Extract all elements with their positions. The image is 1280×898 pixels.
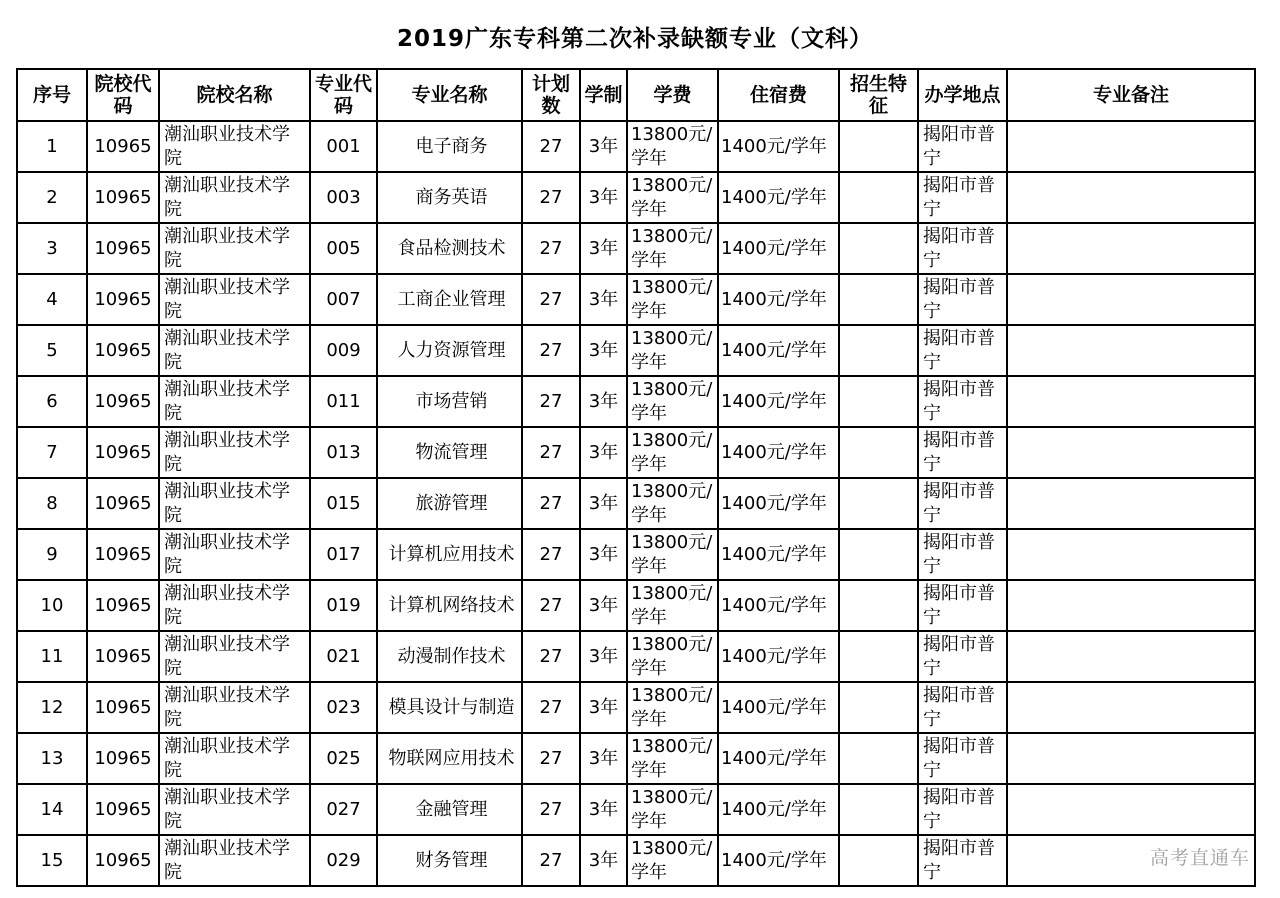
cell-major-name: 计算机网络技术 [377, 580, 522, 631]
cell-school-name: 潮汕职业技术学院 [159, 274, 310, 325]
cell-major-name: 市场营销 [377, 376, 522, 427]
cell-major-code: 017 [310, 529, 377, 580]
cell-seq: 12 [17, 682, 87, 733]
header-location: 办学地点 [918, 69, 1007, 121]
cell-school-code: 10965 [87, 580, 159, 631]
table-body [17, 121, 1255, 886]
cell-tuition: 13800元/学年 [627, 529, 718, 580]
cell-school-name: 潮汕职业技术学院 [159, 121, 310, 172]
cell-school-code: 10965 [87, 682, 159, 733]
cell-duration: 3年 [580, 427, 627, 478]
cell-dorm: 1400元/学年 [718, 325, 839, 376]
cell-plan: 27 [522, 835, 580, 886]
cell-school-name: 潮汕职业技术学院 [159, 529, 310, 580]
cell-major-name: 商务英语 [377, 172, 522, 223]
cell-duration: 3年 [580, 835, 627, 886]
cell-location: 揭阳市普宁 [918, 580, 1007, 631]
cell-tuition: 13800元/学年 [627, 631, 718, 682]
cell-school-name: 潮汕职业技术学院 [159, 427, 310, 478]
cell-notes [1007, 325, 1255, 376]
cell-feature [839, 733, 918, 784]
cell-plan: 27 [522, 376, 580, 427]
cell-plan: 27 [522, 580, 580, 631]
cell-school-code: 10965 [87, 427, 159, 478]
cell-seq: 3 [17, 223, 87, 274]
header-notes: 专业备注 [1007, 69, 1255, 121]
header-duration: 学制 [580, 69, 627, 121]
cell-school-code: 10965 [87, 631, 159, 682]
cell-location: 揭阳市普宁 [918, 631, 1007, 682]
cell-major-code: 013 [310, 427, 377, 478]
cell-major-code: 025 [310, 733, 377, 784]
table-row [17, 172, 1255, 223]
cell-school-code: 10965 [87, 784, 159, 835]
cell-notes [1007, 172, 1255, 223]
cell-duration: 3年 [580, 682, 627, 733]
cell-notes [1007, 784, 1255, 835]
cell-location: 揭阳市普宁 [918, 733, 1007, 784]
cell-tuition: 13800元/学年 [627, 784, 718, 835]
cell-feature [839, 172, 918, 223]
cell-major-name: 食品检测技术 [377, 223, 522, 274]
cell-school-name: 潮汕职业技术学院 [159, 631, 310, 682]
cell-feature [839, 223, 918, 274]
header-major-name: 专业名称 [377, 69, 522, 121]
cell-dorm: 1400元/学年 [718, 682, 839, 733]
cell-major-name: 动漫制作技术 [377, 631, 522, 682]
cell-plan: 27 [522, 682, 580, 733]
cell-major-code: 029 [310, 835, 377, 886]
cell-tuition: 13800元/学年 [627, 325, 718, 376]
cell-duration: 3年 [580, 274, 627, 325]
cell-feature [839, 835, 918, 886]
cell-school-name: 潮汕职业技术学院 [159, 325, 310, 376]
cell-school-name: 潮汕职业技术学院 [159, 376, 310, 427]
cell-seq: 13 [17, 733, 87, 784]
header-seq: 序号 [17, 69, 87, 121]
watermark: 高考直通车 [1149, 847, 1250, 869]
cell-plan: 27 [522, 172, 580, 223]
cell-feature [839, 478, 918, 529]
cell-major-code: 005 [310, 223, 377, 274]
cell-tuition: 13800元/学年 [627, 835, 718, 886]
cell-duration: 3年 [580, 631, 627, 682]
cell-major-name: 物联网应用技术 [377, 733, 522, 784]
cell-school-code: 10965 [87, 121, 159, 172]
cell-major-name: 模具设计与制造 [377, 682, 522, 733]
cell-major-code: 007 [310, 274, 377, 325]
cell-notes [1007, 223, 1255, 274]
cell-location: 揭阳市普宁 [918, 529, 1007, 580]
cell-major-code: 009 [310, 325, 377, 376]
cell-location: 揭阳市普宁 [918, 682, 1007, 733]
cell-notes [1007, 427, 1255, 478]
cell-location: 揭阳市普宁 [918, 121, 1007, 172]
cell-location: 揭阳市普宁 [918, 427, 1007, 478]
cell-tuition: 13800元/学年 [627, 682, 718, 733]
cell-duration: 3年 [580, 784, 627, 835]
header-tuition: 学费 [627, 69, 718, 121]
cell-plan: 27 [522, 121, 580, 172]
cell-seq: 8 [17, 478, 87, 529]
cell-feature [839, 376, 918, 427]
cell-school-code: 10965 [87, 835, 159, 886]
cell-seq: 7 [17, 427, 87, 478]
cell-tuition: 13800元/学年 [627, 172, 718, 223]
cell-feature [839, 580, 918, 631]
cell-seq: 11 [17, 631, 87, 682]
cell-duration: 3年 [580, 529, 627, 580]
cell-notes [1007, 580, 1255, 631]
cell-tuition: 13800元/学年 [627, 121, 718, 172]
cell-plan: 27 [522, 478, 580, 529]
admissions-table [16, 68, 1256, 887]
cell-school-code: 10965 [87, 172, 159, 223]
cell-feature [839, 529, 918, 580]
cell-feature [839, 121, 918, 172]
cell-dorm: 1400元/学年 [718, 121, 839, 172]
table-row [17, 784, 1255, 835]
cell-plan: 27 [522, 631, 580, 682]
cell-school-name: 潮汕职业技术学院 [159, 172, 310, 223]
cell-school-name: 潮汕职业技术学院 [159, 784, 310, 835]
cell-dorm: 1400元/学年 [718, 580, 839, 631]
cell-seq: 1 [17, 121, 87, 172]
cell-school-name: 潮汕职业技术学院 [159, 835, 310, 886]
header-feature: 招生特征 [839, 69, 918, 121]
header-major-code: 专业代码 [310, 69, 377, 121]
cell-major-code: 011 [310, 376, 377, 427]
cell-dorm: 1400元/学年 [718, 427, 839, 478]
cell-feature [839, 325, 918, 376]
table-row [17, 835, 1255, 886]
cell-location: 揭阳市普宁 [918, 274, 1007, 325]
cell-major-code: 001 [310, 121, 377, 172]
cell-notes [1007, 121, 1255, 172]
cell-tuition: 13800元/学年 [627, 733, 718, 784]
cell-plan: 27 [522, 223, 580, 274]
cell-major-code: 003 [310, 172, 377, 223]
table-row [17, 325, 1255, 376]
cell-dorm: 1400元/学年 [718, 376, 839, 427]
cell-major-name: 旅游管理 [377, 478, 522, 529]
cell-duration: 3年 [580, 172, 627, 223]
header-plan: 计划数 [522, 69, 580, 121]
table-row [17, 580, 1255, 631]
cell-major-name: 计算机应用技术 [377, 529, 522, 580]
cell-seq: 6 [17, 376, 87, 427]
cell-school-code: 10965 [87, 478, 159, 529]
cell-duration: 3年 [580, 121, 627, 172]
cell-major-code: 023 [310, 682, 377, 733]
cell-notes [1007, 274, 1255, 325]
cell-school-name: 潮汕职业技术学院 [159, 682, 310, 733]
table-row [17, 682, 1255, 733]
cell-dorm: 1400元/学年 [718, 172, 839, 223]
table-row [17, 529, 1255, 580]
table-row [17, 223, 1255, 274]
cell-school-code: 10965 [87, 274, 159, 325]
cell-school-code: 10965 [87, 325, 159, 376]
cell-duration: 3年 [580, 478, 627, 529]
cell-location: 揭阳市普宁 [918, 223, 1007, 274]
cell-notes [1007, 631, 1255, 682]
table-row [17, 274, 1255, 325]
cell-feature [839, 631, 918, 682]
cell-tuition: 13800元/学年 [627, 274, 718, 325]
table-row [17, 478, 1255, 529]
page-title: 2019广东专科第二次补录缺额专业（文科） [396, 26, 873, 52]
cell-school-name: 潮汕职业技术学院 [159, 478, 310, 529]
cell-location: 揭阳市普宁 [918, 478, 1007, 529]
cell-major-code: 027 [310, 784, 377, 835]
cell-notes [1007, 733, 1255, 784]
cell-plan: 27 [522, 733, 580, 784]
cell-dorm: 1400元/学年 [718, 274, 839, 325]
header-school-code: 院校代码 [87, 69, 159, 121]
cell-duration: 3年 [580, 223, 627, 274]
header-dorm: 住宿费 [718, 69, 839, 121]
cell-seq: 2 [17, 172, 87, 223]
cell-location: 揭阳市普宁 [918, 784, 1007, 835]
cell-major-name: 金融管理 [377, 784, 522, 835]
header-row [17, 69, 1255, 121]
cell-seq: 9 [17, 529, 87, 580]
cell-duration: 3年 [580, 376, 627, 427]
cell-location: 揭阳市普宁 [918, 325, 1007, 376]
cell-plan: 27 [522, 274, 580, 325]
cell-school-name: 潮汕职业技术学院 [159, 733, 310, 784]
header-school-name: 院校名称 [159, 69, 310, 121]
table-row [17, 631, 1255, 682]
cell-notes [1007, 376, 1255, 427]
cell-location: 揭阳市普宁 [918, 835, 1007, 886]
cell-location: 揭阳市普宁 [918, 376, 1007, 427]
cell-dorm: 1400元/学年 [718, 784, 839, 835]
cell-major-code: 021 [310, 631, 377, 682]
cell-major-name: 财务管理 [377, 835, 522, 886]
cell-notes [1007, 529, 1255, 580]
cell-tuition: 13800元/学年 [627, 478, 718, 529]
cell-notes [1007, 682, 1255, 733]
cell-school-code: 10965 [87, 223, 159, 274]
cell-school-code: 10965 [87, 529, 159, 580]
cell-feature [839, 682, 918, 733]
cell-feature [839, 784, 918, 835]
cell-plan: 27 [522, 529, 580, 580]
cell-feature [839, 427, 918, 478]
cell-major-code: 015 [310, 478, 377, 529]
cell-plan: 27 [522, 325, 580, 376]
cell-dorm: 1400元/学年 [718, 835, 839, 886]
cell-major-name: 物流管理 [377, 427, 522, 478]
cell-school-name: 潮汕职业技术学院 [159, 580, 310, 631]
cell-duration: 3年 [580, 733, 627, 784]
cell-tuition: 13800元/学年 [627, 580, 718, 631]
cell-major-name: 人力资源管理 [377, 325, 522, 376]
cell-seq: 10 [17, 580, 87, 631]
cell-seq: 15 [17, 835, 87, 886]
cell-dorm: 1400元/学年 [718, 529, 839, 580]
cell-major-name: 工商企业管理 [377, 274, 522, 325]
cell-dorm: 1400元/学年 [718, 478, 839, 529]
cell-notes [1007, 478, 1255, 529]
cell-tuition: 13800元/学年 [627, 427, 718, 478]
cell-major-code: 019 [310, 580, 377, 631]
cell-dorm: 1400元/学年 [718, 223, 839, 274]
cell-seq: 5 [17, 325, 87, 376]
cell-duration: 3年 [580, 580, 627, 631]
cell-location: 揭阳市普宁 [918, 172, 1007, 223]
table-row [17, 733, 1255, 784]
cell-seq: 14 [17, 784, 87, 835]
cell-school-code: 10965 [87, 733, 159, 784]
cell-dorm: 1400元/学年 [718, 733, 839, 784]
cell-school-name: 潮汕职业技术学院 [159, 223, 310, 274]
table-row [17, 427, 1255, 478]
cell-tuition: 13800元/学年 [627, 223, 718, 274]
cell-major-name: 电子商务 [377, 121, 522, 172]
cell-plan: 27 [522, 784, 580, 835]
cell-tuition: 13800元/学年 [627, 376, 718, 427]
cell-dorm: 1400元/学年 [718, 631, 839, 682]
cell-duration: 3年 [580, 325, 627, 376]
cell-seq: 4 [17, 274, 87, 325]
cell-school-code: 10965 [87, 376, 159, 427]
table-row [17, 376, 1255, 427]
cell-plan: 27 [522, 427, 580, 478]
table-row [17, 121, 1255, 172]
cell-feature [839, 274, 918, 325]
